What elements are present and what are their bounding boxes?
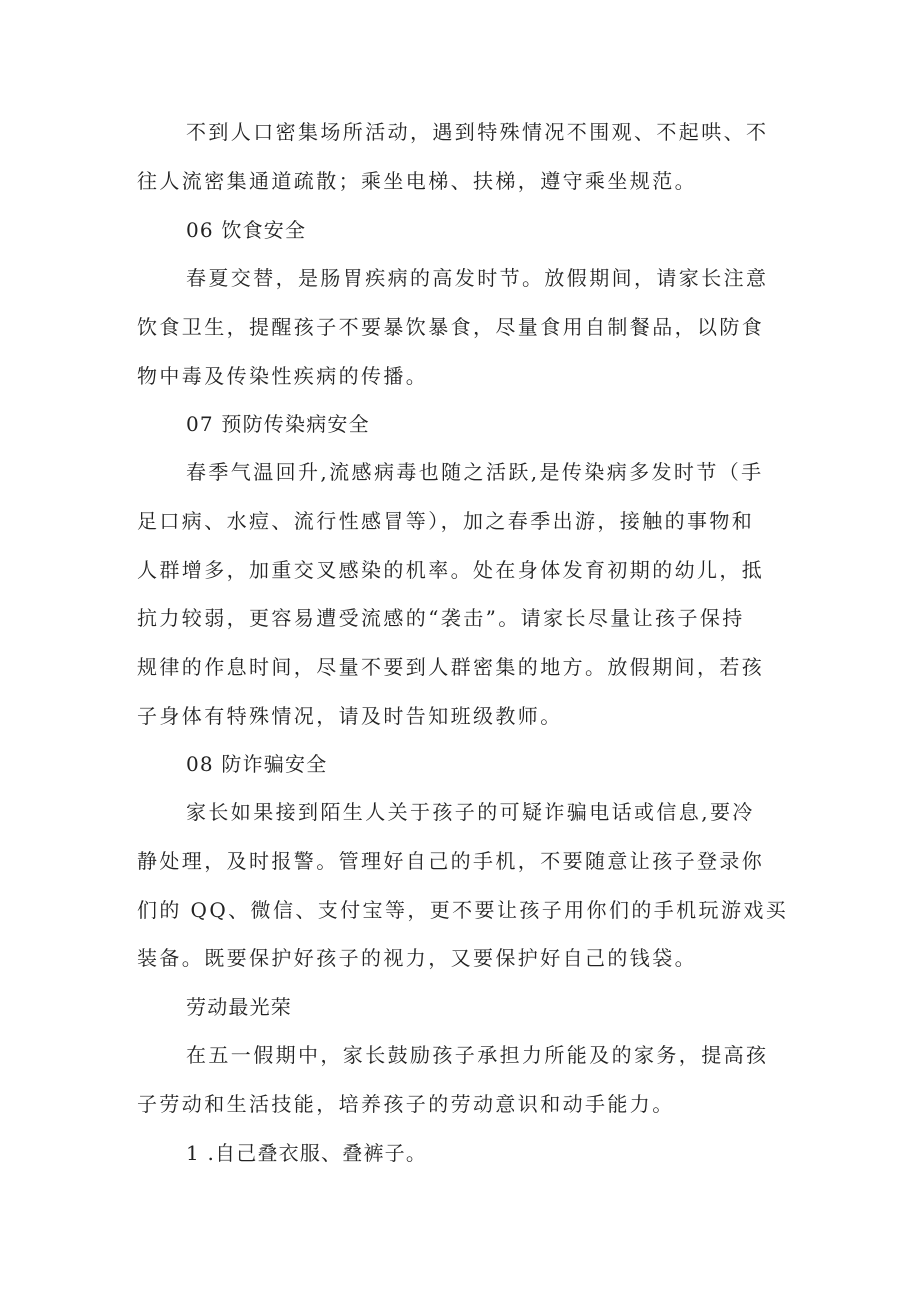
list-item: 1 .自己叠衣服、叠裤子。 <box>186 1141 428 1165</box>
paragraph-line: 们的 QQ、微信、支付宝等，更不要让孩子用你们的手机玩游戏买 <box>137 898 789 922</box>
paragraph-line: 子身体有特殊情况，请及时告知班级教师。 <box>137 704 563 728</box>
paragraph-line: 静处理，及时报警。管理好自己的手机，不要随意让孩子登录你 <box>137 849 765 873</box>
paragraph-line: 饮食卫生，提醒孩子不要暴饮暴食，尽量食用自制餐品，以防食 <box>137 315 765 339</box>
paragraph-line: 抗力较弱，更容易遭受流感的“袭击”。请家长尽量让孩子保持 <box>137 606 745 630</box>
paragraph-line: 规律的作息时间，尽量不要到人群密集的地方。放假期间，若孩 <box>137 655 765 679</box>
paragraph-line: 在五一假期中，家长鼓励孩子承担力所能及的家务，提高孩 <box>186 1043 769 1067</box>
paragraph-line: 物中毒及传染性疾病的传播。 <box>137 364 429 388</box>
paragraph-line: 人群增多，加重交叉感染的机率。处在身体发育初期的幼儿，抵 <box>137 558 765 582</box>
section-heading: 07 预防传染病安全 <box>186 412 370 436</box>
section-heading: 劳动最光荣 <box>186 995 292 1019</box>
paragraph-line: 春季气温回升,流感病毒也随之活跃,是传染病多发时节（手 <box>186 460 764 484</box>
section-heading: 06 饮食安全 <box>186 218 307 242</box>
paragraph-line: 足口病、水痘、流行性感冒等），加之春季出游，接触的事物和 <box>137 509 755 533</box>
paragraph-line: 子劳动和生活技能，培养孩子的劳动意识和动手能力。 <box>137 1092 675 1116</box>
section-heading: 08 防诈骗安全 <box>186 752 328 776</box>
paragraph-line: 往人流密集通道疏散；乘坐电梯、扶梯，遵守乘坐规范。 <box>137 169 697 193</box>
paragraph-line: 不到人口密集场所活动，遇到特殊情况不围观、不起哄、不 <box>186 120 769 144</box>
paragraph-line: 装备。既要保护好孩子的视力，又要保护好自己的钱袋。 <box>137 946 697 970</box>
paragraph-line: 春夏交替，是肠胃疾病的高发时节。放假期间，请家长注意 <box>186 266 769 290</box>
paragraph-line: 家长如果接到陌生人关于孩子的可疑诈骗电话或信息,要冷 <box>186 800 755 824</box>
